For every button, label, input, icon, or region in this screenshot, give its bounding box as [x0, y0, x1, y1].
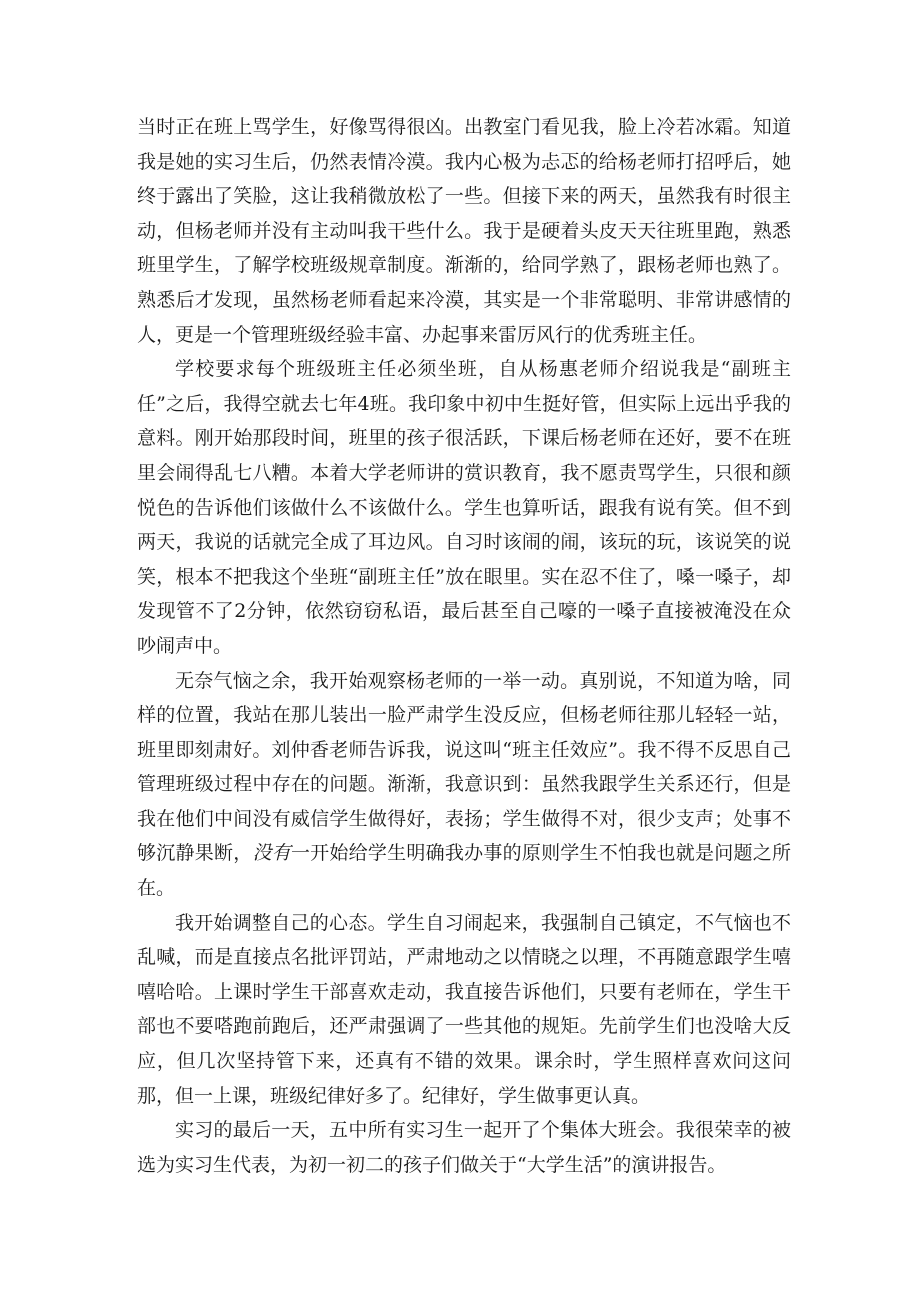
- paragraph-3-text-a: 无奈气恼之余，我开始观察杨老师的一举一动。真别说，不知道为啥，同样的位置，我站在那儿装出一脸严肃学生没反应，但杨老师往那儿轻轻一站，班里即刻肃好。刘仲香老师告诉我，说这叫“班主任效应”。我不得不反思自己管理班级过程中存在的问题。渐渐，我意识到：虽然我跟学生关系还行，但是我在他们中间没有威信学生做得好，表扬；学生做得不对，很少支声；处事不够沉静果断，: [137, 669, 791, 865]
- paragraph-5-text: 实习的最后一天，五中所有实习生一起开了个集体大班会。我很荣幸的被选为实习生代表，为初一初二的孩子们做关于“大学生活”的演讲报告。: [137, 1119, 791, 1176]
- paragraph-3-text-italic: 没有: [252, 842, 291, 865]
- paragraph-4-text: 我开始调整自己的心态。学生自习闹起来，我强制自己镇定，不气恼也不乱喊，而是直接点名批评罚站，严肃地动之以情晓之以理，不再随意跟学生嘻嘻哈哈。上课时学生干部喜欢走动，我直接告诉他们，只要有老师在，学生干部也不要嗒跑前跑后，还严肃强调了一些其他的规矩。先前学生们也没啥大反应，但几次坚持管下来，还真有不错的效果。课余时，学生照样喜欢问这问那，但一上课，班级纪律好多了。纪律好，学生做事更认真。: [137, 911, 791, 1107]
- paragraph-5: [137, 1113, 791, 1182]
- paragraph-2-text: 学校要求每个班级班主任必须坐班，自从杨惠老师介绍说我是“副班主任”之后，我得空就去七年4班。我印象中初中生挺好管，但实际上远出乎我的意料。刚开始那段时间，班里的孩子很活跃，下课后杨老师在还好，要不在班里会闹得乱七八糟。本着大学老师讲的赏识教育，我不愿责骂学生，只很和颜悦色的告诉他们该做什么不该做什么。学生也算听话，跟我有说有笑。但不到两天，我说的话就完全成了耳边风。自习时该闹的闹，该玩的玩，该说笑的说笑，根本不把我这个坐班“副班主任”放在眼里。实在忍不住了，嗓一嗓子，却发现管不了2分钟，依然窃窃私语，最后甚至自己嚎的一嗓子直接被淹没在众吵闹声中。: [137, 358, 791, 657]
- paragraph-1-text: 当时正在班上骂学生，好像骂得很凶。出教室门看见我，脸上冷若冰霜。知道我是她的实习生后，仍然表情冷漠。我内心极为忐忑的给杨老师打招呼后，她终于露出了笑脸，这让我稍微放松了一些。但接下来的两天，虽然我有时很主动，但杨老师并没有主动叫我干些什么。我于是硬着头皮天天往班里跑，熟悉班里学生，了解学校班级规章制度。渐渐的，给同学熟了，跟杨老师也熟了。熟悉后才发现，虽然杨老师看起来冷漠，其实是一个非常聪明、非常讲感情的人，更是一个管理班级经验丰富、办起事来雷厉风行的优秀班主任。: [137, 116, 791, 346]
- paragraph-1: [137, 110, 791, 352]
- paragraph-2: [137, 352, 791, 663]
- document-body: [137, 110, 791, 1182]
- paragraph-3: [137, 664, 791, 906]
- paragraph-3-text-b: 一开始给学生明确我办事的原则学生不怕我也就是问题之所在。: [137, 842, 791, 900]
- paragraph-4: [137, 906, 791, 1114]
